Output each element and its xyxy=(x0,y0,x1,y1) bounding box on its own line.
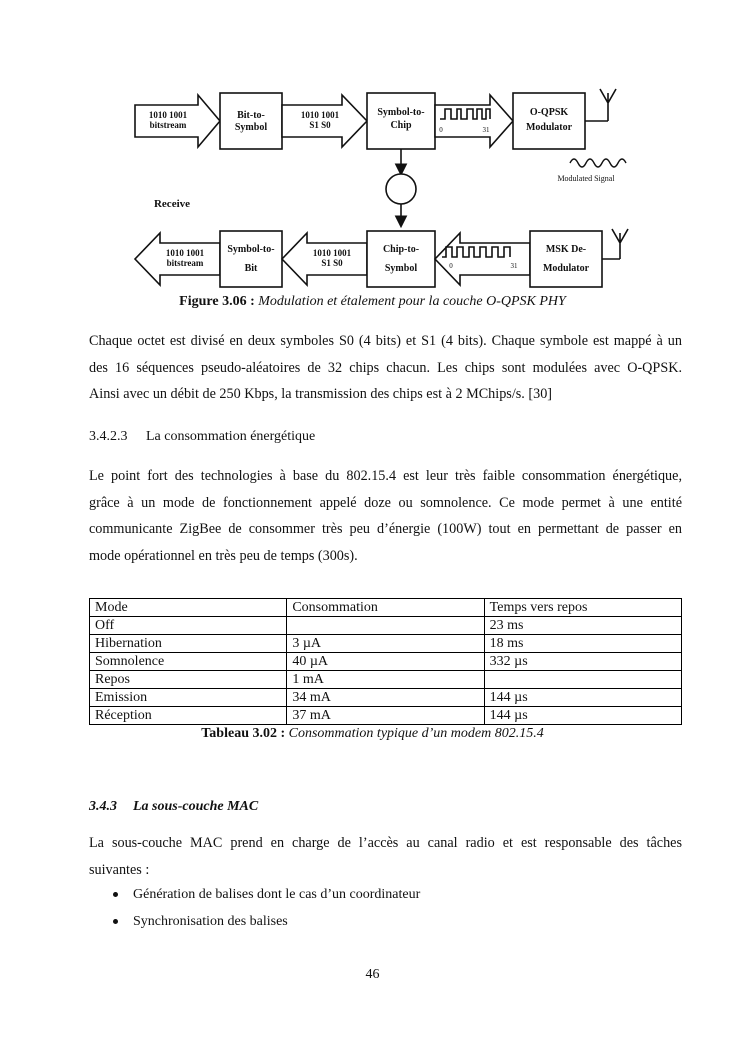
modulated-signal-label: Modulated Signal xyxy=(557,174,615,183)
table-cell: 3 µA xyxy=(287,635,484,653)
table-row xyxy=(90,635,682,653)
paragraph-line: communicante ZigBee de consommer très peu d’énergie (100W) tout en permettant de passer en xyxy=(89,521,682,537)
figure-caption xyxy=(0,294,745,310)
table-cell: Réception xyxy=(90,707,287,725)
section-title: La sous-couche MAC xyxy=(133,799,259,814)
table-cell: Hibernation xyxy=(90,635,287,653)
chips-top-arrow xyxy=(435,95,513,147)
bit-to-symbol-text-1: Bit-to- xyxy=(237,110,265,121)
figure-caption-text: Modulation et étalement pour la couche O-QPSK PHY xyxy=(258,294,566,309)
bit-to-symbol-block xyxy=(220,93,282,149)
table-cell: 40 µA xyxy=(287,653,484,671)
msk-text-2: Modulator xyxy=(542,263,590,274)
table-caption-text: Consommation typique d’un modem 802.15.4 xyxy=(288,726,544,741)
table-header-cell: Temps vers repos xyxy=(484,599,681,617)
paragraph-line: suivantes : xyxy=(89,861,150,878)
table-row xyxy=(90,689,682,707)
table-cell: Repos xyxy=(90,671,287,689)
paragraph-line: La sous-couche MAC prend en charge de l’accès au canal radio et est responsable des tâches xyxy=(89,835,682,851)
modulation-diagram xyxy=(130,85,640,295)
subsection-number: 3.4.2.3 xyxy=(89,429,128,444)
list-item xyxy=(113,908,420,935)
symbol-to-bit-text-1: Symbol-to- xyxy=(227,244,275,255)
oqpsk-text-1: O-QPSK xyxy=(529,107,569,118)
chip-start-top: 0 xyxy=(439,126,443,134)
subsection-heading xyxy=(89,429,315,445)
paragraph-encoding xyxy=(89,328,682,408)
consumption-table xyxy=(89,598,682,725)
symbols-top-text-1: 1010 1001 xyxy=(300,110,340,120)
table-row xyxy=(90,671,682,689)
table-cell: Off xyxy=(90,617,287,635)
chips-bottom-arrow xyxy=(435,233,530,285)
symbol-to-chip-text-2: Chip xyxy=(390,120,412,131)
table-cell: 144 µs xyxy=(484,689,681,707)
section-heading xyxy=(89,799,258,815)
table-cell: 34 mA xyxy=(287,689,484,707)
chip-end-top: 31 xyxy=(482,126,490,134)
transmit-input-text-1: 1010 1001 xyxy=(148,110,188,120)
chip-to-symbol-text-1: Chip-to- xyxy=(382,244,420,255)
oqpsk-modulator-block xyxy=(513,93,585,149)
bullet-list xyxy=(113,881,420,935)
subsection-title: La consommation énergétique xyxy=(146,429,316,444)
symbols-bottom-text-1: 1010 1001 xyxy=(312,248,352,258)
paragraph-line: mode opérationnel en très peu de temps (300s). xyxy=(89,547,358,564)
table-caption xyxy=(0,726,745,742)
oqpsk-text-2: Modulator xyxy=(525,122,573,133)
paragraph-consumption xyxy=(89,463,682,569)
page-number: 46 xyxy=(365,967,380,982)
paragraph-line: Le point fort des technologies à base du 802.15.4 est leur très faible consommation énergétique, xyxy=(89,468,682,484)
paragraph-line: grâce à un mode de fonctionnement appelé doze ou somnolence. Ce mode permet à une entité xyxy=(89,494,682,511)
table-cell: 144 µs xyxy=(484,707,681,725)
table-cell xyxy=(484,671,681,689)
chip-to-symbol-text-2: Symbol xyxy=(384,263,418,274)
table-cell: 332 µs xyxy=(484,653,681,671)
paragraph-line: des 16 séquences pseudo-aléatoires de 32 chips chacun. Les chips sont modulées avec O-QPSK. xyxy=(89,359,682,376)
figure-caption-label: Figure 3.06 : xyxy=(179,294,255,309)
table-cell: 18 ms xyxy=(484,635,681,653)
table-header-cell: Consommation xyxy=(287,599,484,617)
table-row xyxy=(90,707,682,725)
msk-text-1: MSK De- xyxy=(545,244,587,255)
table-cell: 37 mA xyxy=(287,707,484,725)
symbol-to-bit-text-2: Bit xyxy=(244,263,258,274)
table-row xyxy=(90,653,682,671)
table-cell xyxy=(287,617,484,635)
symbols-bottom-text-2: S1 S0 xyxy=(321,258,343,268)
section-number: 3.4.3 xyxy=(89,799,117,814)
paragraph-mac xyxy=(89,830,682,883)
table-cell: Emission xyxy=(90,689,287,707)
table-cell: 23 ms xyxy=(484,617,681,635)
receive-label: Receive xyxy=(153,198,191,210)
msk-demodulator-block xyxy=(530,231,602,287)
bit-to-symbol-text-2: Symbol xyxy=(234,122,268,133)
table-header-row xyxy=(90,599,682,617)
paragraph-line: Ainsi avec un débit de 250 Kbps, la transmission des chips est à 2 MChips/s. [30] xyxy=(89,386,553,402)
paragraph-line: Chaque octet est divisé en deux symboles S0 (4 bits) et S1 (4 bits). Chaque symbole est mappé à un xyxy=(89,333,682,349)
antenna-top-icon xyxy=(585,89,616,121)
bullet-icon xyxy=(113,892,118,897)
receive-output-text-1: 1010 1001 xyxy=(165,248,205,258)
chip-to-symbol-block xyxy=(367,231,435,287)
table-cell: Somnolence xyxy=(90,653,287,671)
antenna-bottom-icon xyxy=(602,229,628,259)
table-header-cell: Mode xyxy=(90,599,287,617)
table-row xyxy=(90,617,682,635)
list-item-text: Génération de balises dont le cas d’un coordinateur xyxy=(133,887,421,902)
modulated-signal-wave xyxy=(570,159,626,167)
table-cell: 1 mA xyxy=(287,671,484,689)
symbol-to-bit-block xyxy=(220,231,282,287)
chip-start-bottom: 0 xyxy=(449,262,453,270)
spreading-circle xyxy=(386,174,416,204)
symbols-top-text-2: S1 S0 xyxy=(309,120,331,130)
symbol-to-chip-text-1: Symbol-to- xyxy=(377,107,425,118)
chip-end-bottom: 31 xyxy=(510,262,518,270)
list-item xyxy=(113,881,420,908)
list-item-text: Synchronisation des balises xyxy=(133,914,288,929)
table-caption-label: Tableau 3.02 : xyxy=(201,726,286,741)
bullet-icon xyxy=(113,919,118,924)
transmit-input-text-2: bitstream xyxy=(149,120,187,130)
receive-output-text-2: bitstream xyxy=(166,258,204,268)
